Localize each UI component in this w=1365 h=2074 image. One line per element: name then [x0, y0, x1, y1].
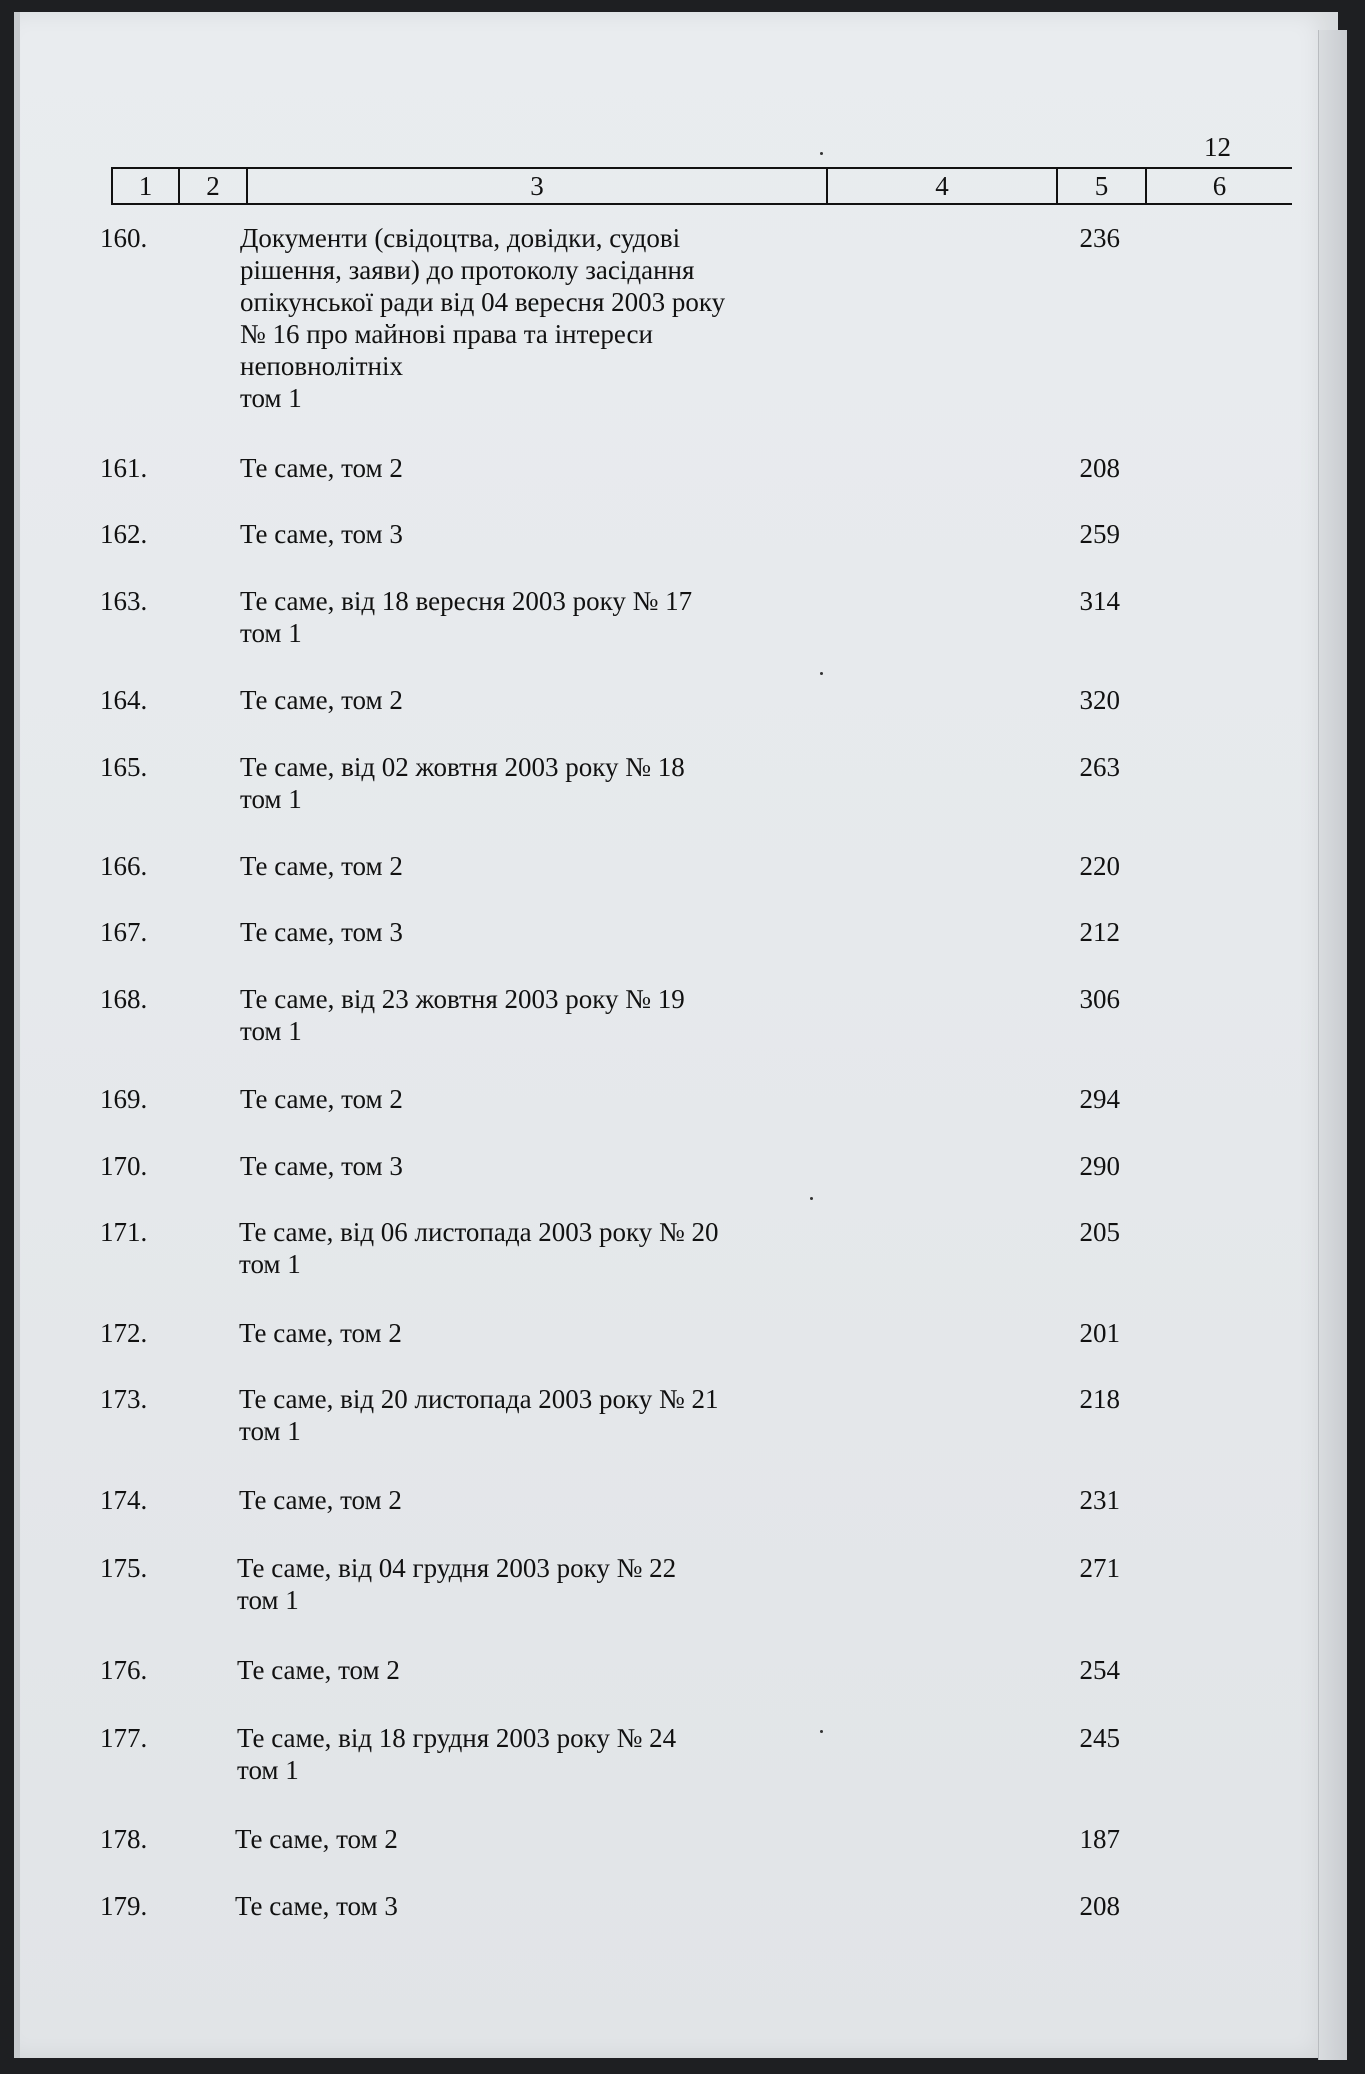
row-sheet-count: 306	[1079, 984, 1120, 1014]
row-number: 162.	[100, 519, 148, 549]
row-sheet-count: 212	[1079, 917, 1120, 947]
row-description: Те саме, том 2	[240, 851, 403, 881]
row-number: 161.	[100, 453, 148, 483]
row-description: Те саме, том 2	[239, 1318, 402, 1348]
row-sheet-count: 187	[1079, 1824, 1120, 1854]
row-description: Те саме, від 20 листопада 2003 року № 21 том 1	[239, 1384, 719, 1446]
column-header-5: 5	[1056, 169, 1145, 203]
row-description: Те саме, том 3	[240, 917, 403, 947]
row-description: Те саме, від 23 жовтня 2003 року № 19 том 1	[240, 984, 685, 1046]
paper-speck	[820, 152, 823, 155]
row-sheet-count: 245	[1079, 1723, 1120, 1753]
row-sheet-count: 290	[1079, 1151, 1120, 1181]
page-number: 12	[1204, 132, 1231, 162]
row-number: 163.	[100, 586, 148, 616]
row-sheet-count: 208	[1079, 1891, 1120, 1921]
row-description: Те саме, від 02 жовтня 2003 року № 18 том 1	[240, 752, 685, 814]
row-description: Те саме, том 2	[240, 453, 403, 483]
row-description: Документи (свідоцтва, довідки, судові рішення, заяви) до протоколу засідання опікунської ради від 04 вересня 2003 року № 16 про майнові права та інтереси неповнолітніх том 1	[240, 223, 726, 413]
row-sheet-count: 271	[1079, 1553, 1120, 1583]
row-description: Те саме, том 3	[240, 519, 403, 549]
page-edge	[1318, 30, 1347, 2060]
row-description: Те саме, від 18 грудня 2003 року № 24 том 1	[237, 1723, 677, 1785]
row-sheet-count: 254	[1079, 1655, 1120, 1685]
row-description: Те саме, від 18 вересня 2003 року № 17 том 1	[240, 586, 693, 648]
row-sheet-count: 263	[1079, 752, 1120, 782]
row-number: 172.	[100, 1318, 148, 1348]
row-number: 170.	[100, 1151, 148, 1181]
row-number: 174.	[100, 1485, 148, 1515]
row-sheet-count: 294	[1079, 1084, 1120, 1114]
column-header-4: 4	[826, 169, 1056, 203]
row-number: 166.	[100, 851, 148, 881]
row-number: 167.	[100, 917, 148, 947]
row-description: Те саме, том 3	[235, 1891, 398, 1921]
paper-speck	[820, 672, 823, 675]
column-header-1: 1	[111, 169, 178, 203]
row-sheet-count: 208	[1079, 453, 1120, 483]
row-sheet-count: 205	[1079, 1217, 1120, 1247]
row-sheet-count: 314	[1079, 586, 1120, 616]
row-description: Те саме, том 3	[240, 1151, 403, 1181]
row-number: 169.	[100, 1084, 148, 1114]
row-number: 168.	[100, 984, 148, 1014]
row-sheet-count: 320	[1079, 685, 1120, 715]
row-number: 175.	[100, 1553, 148, 1583]
column-header-6: 6	[1145, 169, 1292, 203]
row-number: 160.	[100, 223, 148, 253]
row-sheet-count: 259	[1079, 519, 1120, 549]
row-number: 178.	[100, 1824, 148, 1854]
row-description: Те саме, том 2	[237, 1655, 400, 1685]
column-header-3: 3	[246, 169, 826, 203]
row-number: 171.	[100, 1217, 148, 1247]
row-description: Те саме, від 06 листопада 2003 року № 20 том 1	[239, 1217, 719, 1279]
row-sheet-count: 218	[1079, 1384, 1120, 1414]
row-number: 177.	[100, 1723, 148, 1753]
row-sheet-count: 201	[1079, 1318, 1120, 1348]
row-sheet-count: 220	[1079, 851, 1120, 881]
row-description: Те саме, том 2	[240, 1084, 403, 1114]
row-description: Те саме, том 2	[240, 685, 403, 715]
row-description: Те саме, від 04 грудня 2003 року № 22 том 1	[237, 1553, 677, 1615]
row-description: Те саме, том 2	[235, 1824, 398, 1854]
row-number: 173.	[100, 1384, 148, 1414]
row-sheet-count: 236	[1079, 223, 1120, 253]
row-number: 179.	[100, 1891, 148, 1921]
column-header-2: 2	[178, 169, 246, 203]
row-sheet-count: 231	[1079, 1485, 1120, 1515]
paper-speck	[810, 1197, 813, 1200]
row-description: Те саме, том 2	[239, 1485, 402, 1515]
row-number: 165.	[100, 752, 148, 782]
document-page	[14, 12, 1338, 2058]
row-number: 176.	[100, 1655, 148, 1685]
column-header-row	[111, 167, 1292, 205]
row-number: 164.	[100, 685, 148, 715]
paper-speck	[820, 1730, 823, 1733]
